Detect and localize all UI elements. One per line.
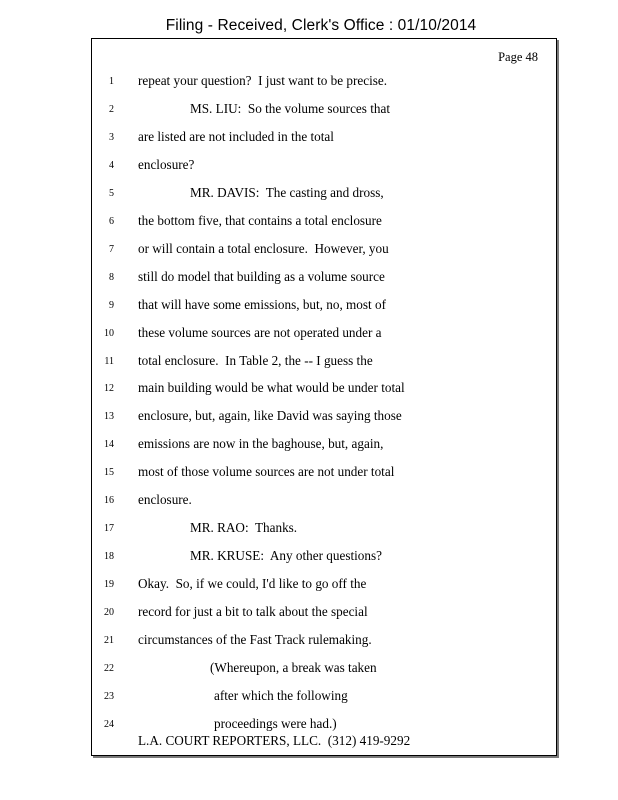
- transcript-line: [92, 185, 556, 203]
- filing-stamp-header: Filing - Received, Clerk's Office : 01/10/2014: [165, 17, 477, 34]
- line-text: total enclosure. In Table 2, the -- I guess the: [138, 352, 373, 368]
- transcript-line: [92, 73, 556, 91]
- transcript-line: [92, 492, 556, 510]
- transcript-line: [92, 632, 556, 650]
- line-number: 18: [104, 551, 114, 563]
- line-number: 7: [109, 243, 114, 255]
- line-number: 6: [109, 215, 114, 227]
- line-number: 15: [104, 467, 114, 479]
- line-number: 1: [109, 76, 114, 87]
- line-number: 10: [104, 327, 114, 339]
- line-number: 20: [104, 607, 114, 619]
- line-text: the bottom five, that contains a total enclosure: [138, 212, 382, 228]
- page-number: Page 48: [498, 50, 538, 64]
- line-number: 5: [109, 187, 114, 199]
- line-text: (Whereupon, a break was taken: [210, 659, 377, 675]
- transcript-line: [92, 464, 556, 482]
- line-text: MS. LIU: So the volume sources that: [190, 100, 390, 116]
- transcript-line: [92, 157, 556, 175]
- line-text: main building would be what would be under total: [138, 380, 405, 396]
- line-number: 4: [109, 159, 114, 171]
- line-text: circumstances of the Fast Track rulemaking.: [138, 632, 372, 647]
- line-number: 14: [104, 439, 114, 451]
- transcript-line: [92, 241, 556, 259]
- line-number: 8: [109, 271, 114, 283]
- transcript-page: [91, 38, 557, 756]
- transcript-line: [92, 353, 556, 371]
- line-number: 19: [104, 579, 114, 591]
- transcript-line: [92, 325, 556, 343]
- transcript-line: [92, 297, 556, 315]
- transcript-line: [92, 688, 556, 706]
- line-text: emissions are now in the baghouse, but, again,: [138, 436, 384, 452]
- line-number: 21: [104, 635, 114, 646]
- transcript-line: [92, 520, 556, 538]
- transcript-line: [92, 604, 556, 622]
- line-number: 23: [104, 690, 114, 702]
- line-text: MR. DAVIS: The casting and dross,: [190, 184, 384, 200]
- line-text: MR. KRUSE: Any other questions?: [190, 548, 382, 564]
- line-number: 9: [109, 299, 114, 311]
- line-text: repeat your question? I just want to be precise.: [138, 73, 388, 88]
- transcript-line: [92, 716, 556, 734]
- line-text: enclosure.: [138, 492, 192, 508]
- line-text: still do model that building as a volume source: [138, 268, 385, 284]
- line-number: 12: [104, 383, 114, 395]
- line-text: these volume sources are not operated under a: [138, 324, 382, 340]
- line-text: MR. RAO: Thanks.: [190, 520, 298, 536]
- line-number: 24: [104, 718, 114, 730]
- transcript-line: [92, 213, 556, 231]
- line-number: 17: [104, 523, 114, 535]
- line-number: 2: [109, 103, 114, 115]
- transcript-line: [92, 380, 556, 398]
- court-reporter-footer: L.A. COURT REPORTERS, LLC. (312) 419-9292: [138, 733, 411, 748]
- line-text: enclosure?: [138, 156, 195, 172]
- line-text: record for just a bit to talk about the special: [138, 604, 368, 620]
- line-text: that will have some emissions, but, no, most of: [138, 296, 386, 312]
- transcript-line: [92, 436, 556, 454]
- transcript-line: [92, 660, 556, 678]
- transcript-line: [92, 129, 556, 147]
- transcript-line: [92, 548, 556, 566]
- line-number: 22: [104, 662, 114, 674]
- line-text: are listed are not included in the total: [138, 128, 334, 144]
- line-text: most of those volume sources are not under total: [138, 464, 395, 480]
- line-text: or will contain a total enclosure. However, you: [138, 240, 389, 256]
- transcript-line: [92, 269, 556, 287]
- transcript-line: [92, 101, 556, 119]
- line-number: 13: [104, 411, 114, 423]
- transcript-line: [92, 576, 556, 594]
- line-text: Okay. So, if we could, I'd like to go off the: [138, 576, 367, 592]
- line-text: proceedings were had.): [214, 715, 337, 731]
- transcript-line: [92, 408, 556, 426]
- line-number: 16: [104, 495, 114, 507]
- line-number: 11: [104, 355, 114, 367]
- line-text: after which the following: [214, 687, 348, 703]
- line-text: enclosure, but, again, like David was saying those: [138, 408, 402, 424]
- line-number: 3: [109, 131, 114, 143]
